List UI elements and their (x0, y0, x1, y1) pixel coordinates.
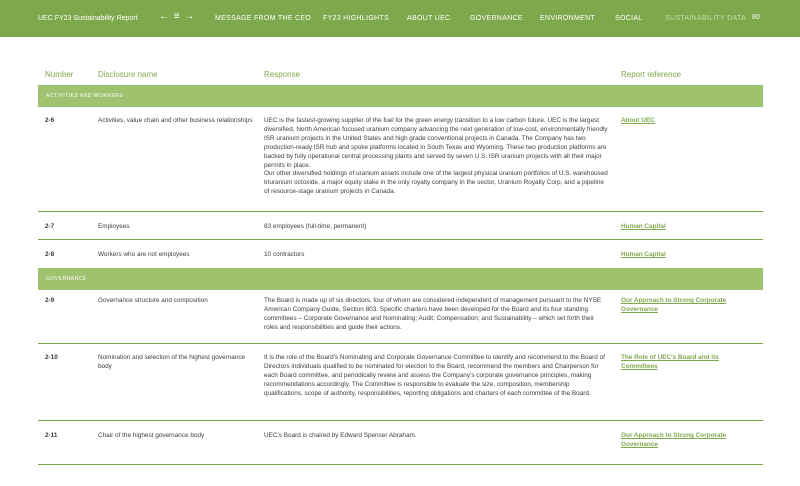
row-divider (38, 343, 763, 344)
page-nav-arrows[interactable]: ← ≡ → (159, 11, 196, 22)
report-reference-link[interactable]: Our Approach to Strong Corporate Governance (621, 432, 727, 448)
column-header-report-reference: Report reference (621, 70, 682, 79)
nav-social[interactable]: SOCIAL (615, 15, 643, 22)
row-number: 2-9 (45, 297, 55, 304)
row-divider (38, 239, 763, 240)
row-number: 2-8 (45, 251, 55, 258)
row-response-paragraph: UEC is the fastest-growing supplier of the fuel for the green energy transition to a low carbon future. UEC is the largest diversified, North American focused uranium company advancing the next generation of low-cost, environmentally friendly ISR uranium projects in the United States and high grade conventional projects in Canada. The Company has two production-ready ISR hub and spoke platforms located in South Texas and Wyoming. These two production platforms are backed by fully operational central processing plants and served by seven U.S. ISR uranium projects with all their major permits in place. (264, 117, 608, 169)
section-header-activities-workers (38, 85, 763, 107)
report-reference-link[interactable]: Human Capital (621, 251, 666, 258)
row-disclosure-name: Workers who are not employees (98, 251, 190, 258)
page-number: 80 (752, 14, 760, 21)
row-divider (38, 211, 763, 212)
report-reference-link[interactable]: The Role of UEC’s Board and its Committees (621, 354, 719, 370)
top-nav-bar (0, 0, 800, 37)
row-disclosure-name: Chair of the highest governance body (98, 432, 205, 439)
column-header-response: Response (264, 70, 301, 79)
report-reference-link[interactable]: Human Capital (621, 223, 666, 230)
report-reference-link[interactable]: About UEC (621, 117, 655, 124)
nav-governance[interactable]: GOVERNANCE (470, 15, 523, 22)
nav-message-from-ceo[interactable]: MESSAGE FROM THE CEO (215, 15, 312, 22)
row-number: 2-11 (45, 432, 58, 439)
row-response: It is the role of the Board’s Nominating and Corporate Governance Committee to identify and recommend to the Board of Directors individuals qualified to be nominated for election to the Board, recommend the members and Chairperson for each Board committee, and periodically review and assess the Company’s corporate governance principles, making recommendations accordingly. The Committee is responsible to evaluate the size, composition, membership qualifications, scope of authority, responsibilities, reporting obligations and charters of each committee of the Board. (264, 354, 605, 397)
row-response: 10 contractors (264, 251, 305, 258)
row-response: UEC’s Board is chaired by Edward Spencer Abraham. (264, 432, 417, 439)
nav-fy23-highlights[interactable]: FY23 HIGHLIGHTS (323, 15, 389, 22)
row-response (264, 117, 609, 197)
column-header-disclosure-name: Disclosure name (98, 70, 158, 79)
row-number: 2-7 (45, 223, 55, 230)
row-disclosure-name: Activities, value chain and other business relationships (98, 117, 253, 124)
nav-environment[interactable]: ENVIRONMENT (540, 15, 596, 22)
row-number: 2-10 (45, 354, 58, 361)
report-reference-link[interactable]: Our Approach to Strong Corporate Governance (621, 297, 727, 313)
report-title: UEC FY23 Sustainability Report (38, 15, 138, 22)
row-divider (38, 420, 763, 421)
section-title: ACTIVITIES AND WORKERS (46, 93, 124, 99)
row-response: The Board is made up of six directors, four of whom are considered independent of management pursuant to the NYSE American Company Guide, Section 803. Specific charters have been developed for the Board and its four standing committees – Corporate Governance and Nominating; Audit; Compensation; and Sustainability – which set forth their roles and responsibilities and guide their actions. (264, 297, 602, 331)
row-disclosure-name: Employees (98, 223, 130, 230)
row-disclosure-name: Nomination and selection of the highest governance body (98, 354, 246, 370)
row-disclosure-name: Governance structure and composition (98, 297, 208, 304)
section-title: GOVERNANCE (46, 276, 87, 282)
row-divider (38, 464, 763, 465)
column-header-number: Number (45, 70, 74, 79)
row-number: 2-6 (45, 117, 55, 124)
row-response: 83 employees (full-time, permanent) (264, 223, 367, 230)
row-response-paragraph: Our other diversified holdings of uranium assets include one of the largest physical uranium portfolios of U.S. warehoused triuranium octoxide, a major equity stake in the only royalty company in the sector, Uranium Royalty Corp, and a pipeline of resource-stage uranium projects in Canada. (264, 170, 608, 196)
nav-about-uec[interactable]: ABOUT UEC (407, 15, 451, 22)
nav-sustainability-data[interactable]: SUSTAINABILITY DATA (665, 15, 747, 22)
section-header-governance (38, 268, 763, 290)
